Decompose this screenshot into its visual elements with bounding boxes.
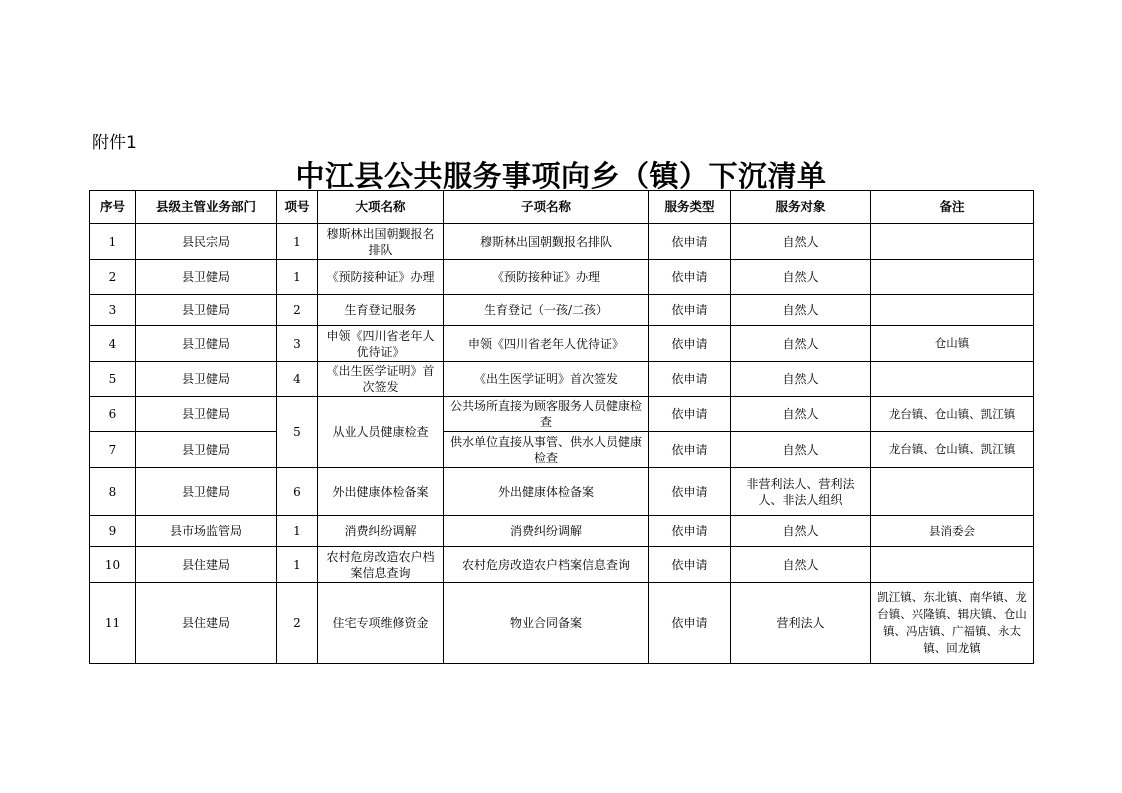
cell-service-target: 自然人	[731, 397, 871, 432]
cell-dept: 县卫健局	[136, 397, 277, 432]
cell-service-target: 自然人	[731, 362, 871, 397]
cell-note: 龙台镇、仓山镇、凯江镇	[871, 432, 1034, 468]
cell-service-target: 自然人	[731, 547, 871, 583]
cell-seq: 5	[90, 362, 136, 397]
cell-seq: 4	[90, 326, 136, 362]
cell-major-item: 住宅专项维修资金	[318, 583, 444, 664]
table-row	[90, 468, 1034, 516]
cell-item-no: 5	[277, 397, 318, 468]
table-row	[90, 326, 1034, 362]
cell-note	[871, 260, 1034, 295]
cell-sub-item: 《预防接种证》办理	[444, 260, 649, 295]
service-list-table	[89, 190, 1034, 664]
cell-sub-item: 农村危房改造农户档案信息查询	[444, 547, 649, 583]
cell-seq: 2	[90, 260, 136, 295]
cell-service-type: 依申请	[649, 397, 731, 432]
cell-major-item: 生育登记服务	[318, 295, 444, 326]
cell-major-item: 从业人员健康检查	[318, 397, 444, 468]
cell-dept: 县卫健局	[136, 362, 277, 397]
cell-note: 凯江镇、东北镇、南华镇、龙台镇、兴隆镇、辑庆镇、仓山镇、冯店镇、广福镇、永太镇、回龙镇	[871, 583, 1034, 664]
cell-seq: 9	[90, 516, 136, 547]
cell-item-no: 1	[277, 224, 318, 260]
table-row	[90, 432, 1034, 468]
cell-item-no: 4	[277, 362, 318, 397]
table-row	[90, 260, 1034, 295]
cell-major-item: 《预防接种证》办理	[318, 260, 444, 295]
header-dept: 县级主管业务部门	[136, 191, 277, 224]
cell-sub-item: 消费纠纷调解	[444, 516, 649, 547]
cell-sub-item: 供水单位直接从事管、供水人员健康检查	[444, 432, 649, 468]
cell-service-type: 依申请	[649, 468, 731, 516]
cell-dept: 县卫健局	[136, 260, 277, 295]
cell-service-type: 依申请	[649, 224, 731, 260]
table-header-row	[90, 191, 1034, 224]
cell-dept: 县卫健局	[136, 326, 277, 362]
cell-major-item: 《出生医学证明》首次签发	[318, 362, 444, 397]
cell-service-type: 依申请	[649, 362, 731, 397]
document-title: 中江县公共服务事项向乡（镇）下沉清单	[295, 159, 827, 193]
cell-service-type: 依申请	[649, 260, 731, 295]
cell-dept: 县住建局	[136, 547, 277, 583]
cell-sub-item: 外出健康体检备案	[444, 468, 649, 516]
table-row	[90, 547, 1034, 583]
cell-sub-item: 《出生医学证明》首次签发	[444, 362, 649, 397]
cell-service-type: 依申请	[649, 547, 731, 583]
cell-seq: 7	[90, 432, 136, 468]
cell-major-item: 穆斯林出国朝觐报名排队	[318, 224, 444, 260]
header-service-target: 服务对象	[731, 191, 871, 224]
cell-item-no: 1	[277, 260, 318, 295]
cell-major-item: 申领《四川省老年人优待证》	[318, 326, 444, 362]
cell-dept: 县住建局	[136, 583, 277, 664]
header-seq: 序号	[90, 191, 136, 224]
header-note: 备注	[871, 191, 1034, 224]
header-item-no: 项号	[277, 191, 318, 224]
cell-seq: 6	[90, 397, 136, 432]
cell-note	[871, 224, 1034, 260]
header-major-item: 大项名称	[318, 191, 444, 224]
table-row	[90, 397, 1034, 432]
cell-note	[871, 295, 1034, 326]
cell-service-type: 依申请	[649, 432, 731, 468]
cell-item-no: 1	[277, 547, 318, 583]
cell-service-type: 依申请	[649, 516, 731, 547]
header-service-type: 服务类型	[649, 191, 731, 224]
cell-dept: 县卫健局	[136, 468, 277, 516]
cell-service-target: 自然人	[731, 432, 871, 468]
cell-service-target: 自然人	[731, 516, 871, 547]
cell-seq: 1	[90, 224, 136, 260]
table-row	[90, 295, 1034, 326]
cell-service-type: 依申请	[649, 295, 731, 326]
cell-dept: 县卫健局	[136, 295, 277, 326]
cell-service-target: 自然人	[731, 295, 871, 326]
cell-service-target: 非营利法人、营利法人、非法人组织	[731, 468, 871, 516]
cell-item-no: 2	[277, 295, 318, 326]
cell-dept: 县市场监管局	[136, 516, 277, 547]
table-row	[90, 583, 1034, 664]
cell-service-target: 自然人	[731, 260, 871, 295]
table-row	[90, 224, 1034, 260]
cell-note	[871, 362, 1034, 397]
table-row	[90, 516, 1034, 547]
cell-item-no: 6	[277, 468, 318, 516]
cell-seq: 10	[90, 547, 136, 583]
cell-service-type: 依申请	[649, 326, 731, 362]
cell-dept: 县卫健局	[136, 432, 277, 468]
cell-item-no: 3	[277, 326, 318, 362]
cell-item-no: 1	[277, 516, 318, 547]
cell-note	[871, 468, 1034, 516]
cell-note: 仓山镇	[871, 326, 1034, 362]
cell-service-target: 自然人	[731, 326, 871, 362]
cell-sub-item: 物业合同备案	[444, 583, 649, 664]
cell-sub-item: 公共场所直接为顾客服务人员健康检查	[444, 397, 649, 432]
cell-major-item: 外出健康体检备案	[318, 468, 444, 516]
cell-note: 县消委会	[871, 516, 1034, 547]
header-sub-item: 子项名称	[444, 191, 649, 224]
cell-seq: 11	[90, 583, 136, 664]
cell-sub-item: 申领《四川省老年人优待证》	[444, 326, 649, 362]
cell-seq: 8	[90, 468, 136, 516]
attachment-label: 附件1	[92, 133, 137, 153]
cell-note: 龙台镇、仓山镇、凯江镇	[871, 397, 1034, 432]
table-row	[90, 362, 1034, 397]
cell-service-target: 自然人	[731, 224, 871, 260]
cell-service-target: 营利法人	[731, 583, 871, 664]
cell-major-item: 消费纠纷调解	[318, 516, 444, 547]
cell-seq: 3	[90, 295, 136, 326]
cell-major-item: 农村危房改造农户档案信息查询	[318, 547, 444, 583]
cell-item-no: 2	[277, 583, 318, 664]
cell-dept: 县民宗局	[136, 224, 277, 260]
cell-note	[871, 547, 1034, 583]
cell-service-type: 依申请	[649, 583, 731, 664]
cell-sub-item: 穆斯林出国朝觐报名排队	[444, 224, 649, 260]
cell-sub-item: 生育登记（一孩/二孩）	[444, 295, 649, 326]
